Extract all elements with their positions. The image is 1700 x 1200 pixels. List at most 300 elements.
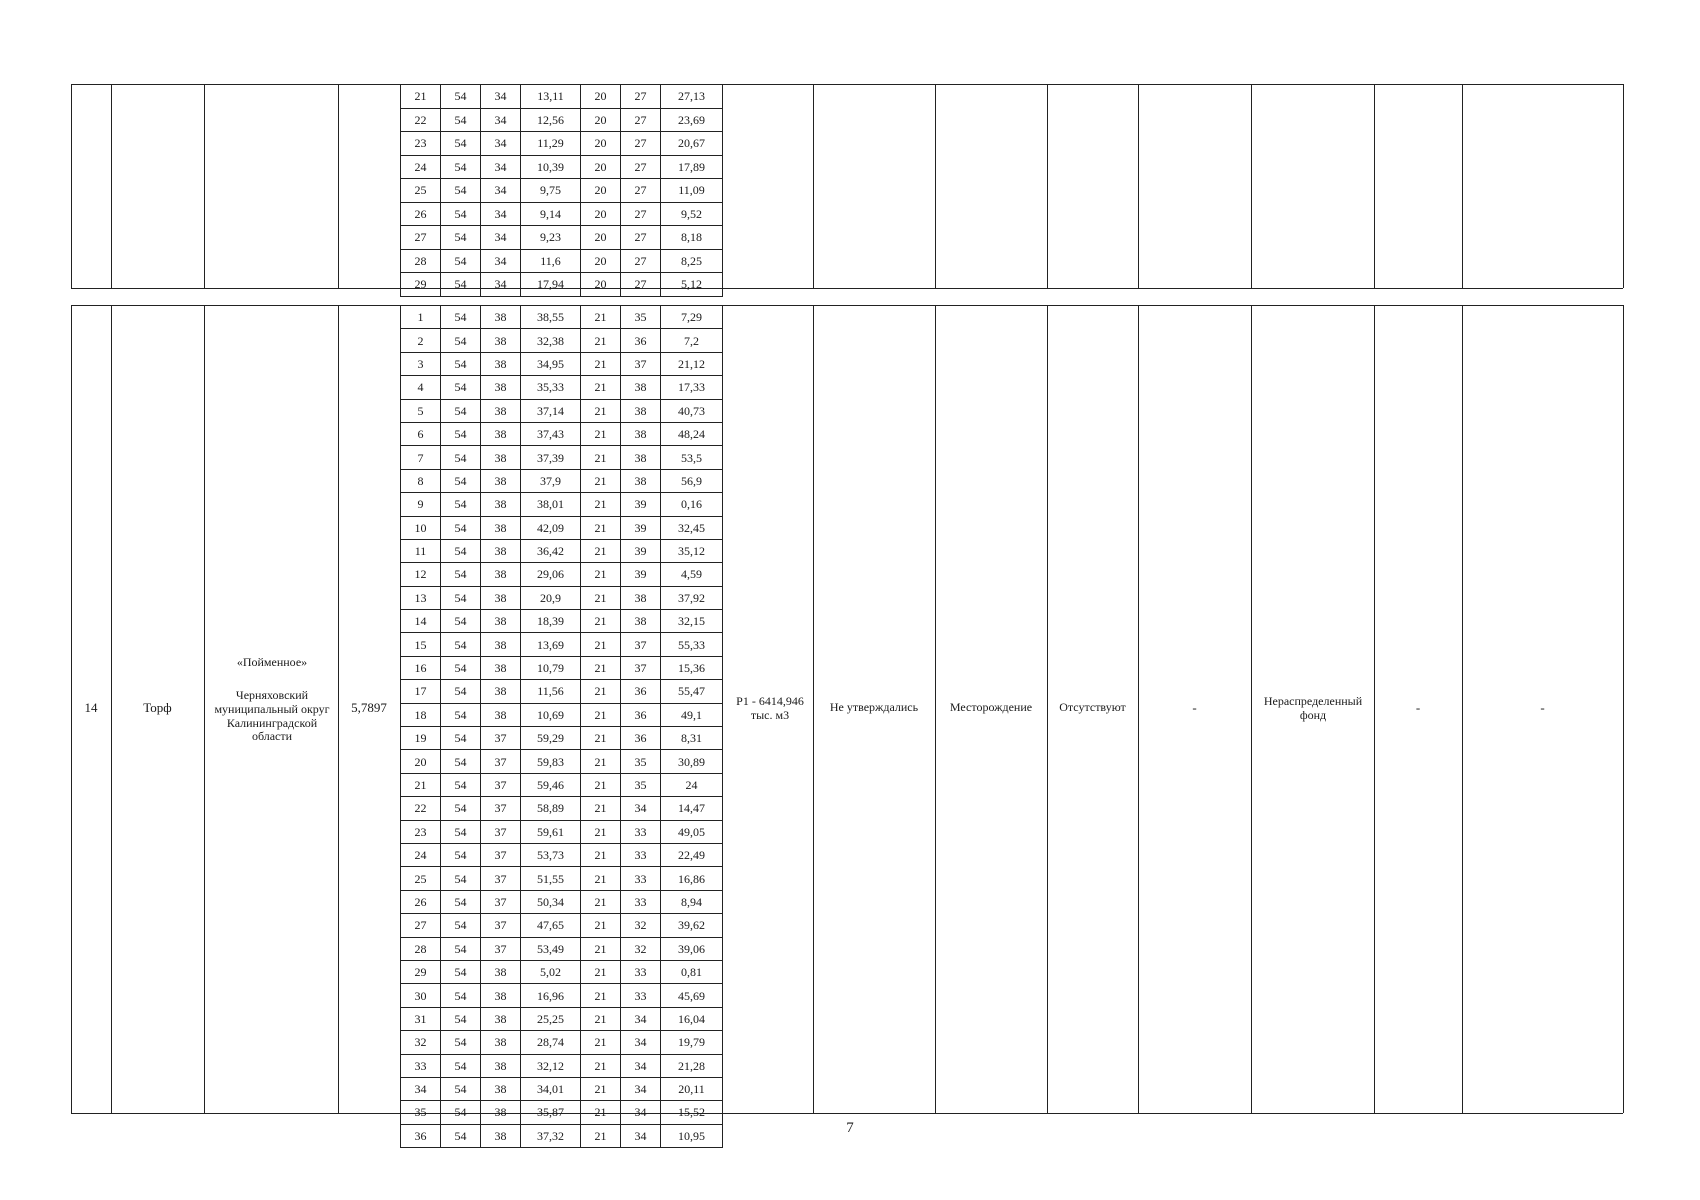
coordinate-cell: 18 bbox=[401, 703, 441, 726]
coordinate-cell: 54 bbox=[441, 179, 481, 203]
coordinate-cell: 54 bbox=[441, 633, 481, 656]
coordinate-cell: 54 bbox=[441, 493, 481, 516]
coordinate-cell: 17,33 bbox=[661, 376, 723, 399]
coordinate-cell: 37 bbox=[481, 750, 521, 773]
coordinate-cell: 10,95 bbox=[661, 1124, 723, 1147]
coordinate-cell: 0,81 bbox=[661, 960, 723, 983]
coordinate-cell: 20 bbox=[581, 108, 621, 132]
coordinate-cell: 21 bbox=[581, 586, 621, 609]
coordinate-cell: 21 bbox=[581, 329, 621, 352]
table-row bbox=[401, 703, 723, 726]
coordinate-cell: 0,16 bbox=[661, 493, 723, 516]
coordinate-cell: 23,69 bbox=[661, 108, 723, 132]
coordinate-cell: 21 bbox=[581, 563, 621, 586]
coordinate-cell: 22 bbox=[401, 797, 441, 820]
coordinate-cell: 23 bbox=[401, 132, 441, 156]
coordinate-cell: 42,09 bbox=[521, 516, 581, 539]
coordinate-cell: 28 bbox=[401, 249, 441, 273]
table-row bbox=[401, 446, 723, 469]
coordinate-cell: 59,61 bbox=[521, 820, 581, 843]
coordinate-cell: 11,29 bbox=[521, 132, 581, 156]
coordinate-cell: 38 bbox=[481, 493, 521, 516]
coordinate-cell: 7 bbox=[401, 446, 441, 469]
coordinate-cell: 58,89 bbox=[521, 797, 581, 820]
coordinate-cell: 11 bbox=[401, 539, 441, 562]
coordinate-cell: 37 bbox=[481, 890, 521, 913]
coordinate-cell: 21,28 bbox=[661, 1054, 723, 1077]
coordinate-cell: 36 bbox=[621, 680, 661, 703]
coordinate-cell: 29 bbox=[401, 273, 441, 297]
coordinate-cell: 53,5 bbox=[661, 446, 723, 469]
coordinate-cell: 27 bbox=[621, 108, 661, 132]
table-row bbox=[401, 633, 723, 656]
coordinate-cell: 5,02 bbox=[521, 960, 581, 983]
coordinate-cell: 5,12 bbox=[661, 273, 723, 297]
coordinate-cell: 4,59 bbox=[661, 563, 723, 586]
coordinate-cell: 21 bbox=[581, 773, 621, 796]
deposit-name: «Пойменное» bbox=[236, 655, 308, 669]
coordinate-cell: 30,89 bbox=[661, 750, 723, 773]
coordinate-cell: 38 bbox=[481, 563, 521, 586]
coordinate-cell: 8,31 bbox=[661, 727, 723, 750]
coordinate-cell: 34 bbox=[621, 1007, 661, 1030]
coordinate-cell: 16,86 bbox=[661, 867, 723, 890]
coordinate-cell: 54 bbox=[441, 108, 481, 132]
coordinate-cell: 37,9 bbox=[521, 469, 581, 492]
coordinate-cell: 34 bbox=[481, 202, 521, 226]
coordinate-cell: 54 bbox=[441, 1101, 481, 1124]
coordinate-cell: 32,38 bbox=[521, 329, 581, 352]
coordinate-cell: 35 bbox=[621, 750, 661, 773]
table-row bbox=[401, 797, 723, 820]
table-row bbox=[401, 1007, 723, 1030]
coordinate-cell: 54 bbox=[441, 399, 481, 422]
coordinate-cell: 59,29 bbox=[521, 727, 581, 750]
coordinate-cell: 35 bbox=[621, 306, 661, 329]
coordinate-cell: 54 bbox=[441, 960, 481, 983]
coordinate-cell: 32 bbox=[621, 914, 661, 937]
table-row bbox=[401, 960, 723, 983]
coordinate-cell: 10 bbox=[401, 516, 441, 539]
coordinate-cell: 33 bbox=[401, 1054, 441, 1077]
coordinate-cell: 2 bbox=[401, 329, 441, 352]
coordinate-cell: 54 bbox=[441, 820, 481, 843]
coordinate-cell: 25 bbox=[401, 867, 441, 890]
block-separator-top bbox=[71, 288, 1623, 289]
coordinate-cell: 21 bbox=[581, 960, 621, 983]
coordinate-cell: 18,39 bbox=[521, 610, 581, 633]
table-row bbox=[401, 422, 723, 445]
coordinate-cell: 54 bbox=[441, 937, 481, 960]
coordinate-cell: 14 bbox=[401, 610, 441, 633]
coordinate-cell: 34 bbox=[621, 1054, 661, 1077]
coordinate-cell: 21 bbox=[581, 937, 621, 960]
coordinate-cell: 12 bbox=[401, 563, 441, 586]
coordinate-cell: 54 bbox=[441, 773, 481, 796]
coordinate-cell: 34 bbox=[481, 226, 521, 250]
coordinate-cell: 37 bbox=[481, 914, 521, 937]
coordinate-cell: 21 bbox=[581, 1077, 621, 1100]
coordinate-cell: 1 bbox=[401, 306, 441, 329]
coordinate-cell: 38 bbox=[621, 469, 661, 492]
coordinate-cell: 33 bbox=[621, 960, 661, 983]
coordinate-cell: 16 bbox=[401, 656, 441, 679]
coordinate-cell: 7,29 bbox=[661, 306, 723, 329]
coordinate-cell: 54 bbox=[441, 1007, 481, 1030]
coordinate-cell: 38 bbox=[481, 1124, 521, 1147]
coordinate-cell: 35,12 bbox=[661, 539, 723, 562]
coordinate-cell: 37 bbox=[481, 843, 521, 866]
coordinate-cell: 27,13 bbox=[661, 85, 723, 109]
coordinate-cell: 9,14 bbox=[521, 202, 581, 226]
coordinate-cell: 33 bbox=[621, 984, 661, 1007]
coordinate-cell: 38 bbox=[481, 306, 521, 329]
coordinate-cell: 55,33 bbox=[661, 633, 723, 656]
coordinate-cell: 16,96 bbox=[521, 984, 581, 1007]
coordinate-cell: 20 bbox=[581, 132, 621, 156]
coordinate-cell: 21 bbox=[581, 680, 621, 703]
deposit-area: 5,7897 bbox=[351, 700, 387, 715]
table-row bbox=[401, 516, 723, 539]
coordinate-cell: 38 bbox=[481, 680, 521, 703]
coordinate-cell: 37 bbox=[481, 937, 521, 960]
table-row bbox=[401, 586, 723, 609]
coordinate-cell: 21,12 bbox=[661, 352, 723, 375]
coordinate-cell: 37,92 bbox=[661, 586, 723, 609]
coordinate-cell: 34,95 bbox=[521, 352, 581, 375]
column-divider bbox=[1251, 305, 1252, 1113]
coordinate-cell: 21 bbox=[581, 984, 621, 1007]
coordinate-cell: 38 bbox=[621, 376, 661, 399]
coordinate-cell: 50,34 bbox=[521, 890, 581, 913]
table-top-border bbox=[71, 84, 1623, 85]
coordinate-cell: 54 bbox=[441, 132, 481, 156]
coordinate-cell: 21 bbox=[581, 727, 621, 750]
coordinate-cell: 35,33 bbox=[521, 376, 581, 399]
coordinate-cell: 14,47 bbox=[661, 797, 723, 820]
coordinate-cell: 39,06 bbox=[661, 937, 723, 960]
coordinate-cell: 20 bbox=[581, 226, 621, 250]
coordinate-cell: 34 bbox=[481, 155, 521, 179]
coordinate-cell: 38 bbox=[481, 610, 521, 633]
coordinate-cell: 32,12 bbox=[521, 1054, 581, 1077]
coordinate-cell: 17 bbox=[401, 680, 441, 703]
coordinate-cell: 54 bbox=[441, 656, 481, 679]
coordinate-cell: 20 bbox=[581, 202, 621, 226]
coordinate-cell: 37 bbox=[481, 797, 521, 820]
coordinate-cell: 49,05 bbox=[661, 820, 723, 843]
table-row bbox=[401, 179, 723, 203]
coordinate-cell: 38 bbox=[481, 516, 521, 539]
coordinate-cell: 21 bbox=[401, 773, 441, 796]
coordinate-cell: 54 bbox=[441, 1054, 481, 1077]
coordinate-cell: 35,87 bbox=[521, 1101, 581, 1124]
table-row bbox=[401, 984, 723, 1007]
coordinate-cell: 32,15 bbox=[661, 610, 723, 633]
coordinate-cell: 54 bbox=[441, 610, 481, 633]
table-row bbox=[401, 867, 723, 890]
coordinate-cell: 38 bbox=[481, 1031, 521, 1054]
coordinate-cell: 37,43 bbox=[521, 422, 581, 445]
coordinate-cell: 54 bbox=[441, 469, 481, 492]
coordinate-cell: 34 bbox=[481, 132, 521, 156]
coordinate-cell: 38 bbox=[481, 703, 521, 726]
coordinate-cell: 54 bbox=[441, 703, 481, 726]
coordinate-cell: 39,62 bbox=[661, 914, 723, 937]
coordinate-cell: 32 bbox=[401, 1031, 441, 1054]
coordinate-cell: 21 bbox=[581, 539, 621, 562]
coordinate-cell: 34 bbox=[621, 797, 661, 820]
coordinate-cell: 53,73 bbox=[521, 843, 581, 866]
coordinate-cell: 8,18 bbox=[661, 226, 723, 250]
coordinate-cell: 21 bbox=[581, 820, 621, 843]
coordinate-cell: 19 bbox=[401, 727, 441, 750]
coordinate-cell: 7,2 bbox=[661, 329, 723, 352]
coordinate-cell: 21 bbox=[581, 1031, 621, 1054]
table-row bbox=[401, 539, 723, 562]
coordinate-cell: 15,52 bbox=[661, 1101, 723, 1124]
coordinate-cell: 54 bbox=[441, 329, 481, 352]
coordinate-cell: 21 bbox=[581, 867, 621, 890]
coordinate-cell: 22,49 bbox=[661, 843, 723, 866]
coordinate-cell: 20,9 bbox=[521, 586, 581, 609]
coordinate-cell: 33 bbox=[621, 843, 661, 866]
coordinate-cell: 3 bbox=[401, 352, 441, 375]
table-row bbox=[401, 656, 723, 679]
coordinate-cell: 21 bbox=[581, 469, 621, 492]
deposit-location: Черняховский муниципальный округ Калининградской области bbox=[214, 688, 330, 744]
coordinate-cell: 54 bbox=[441, 85, 481, 109]
coordinate-cell: 15 bbox=[401, 633, 441, 656]
coordinate-cell: 51,55 bbox=[521, 867, 581, 890]
coordinate-cell: 8,25 bbox=[661, 249, 723, 273]
coordinate-cell: 27 bbox=[621, 249, 661, 273]
table-row bbox=[401, 202, 723, 226]
coordinate-cell: 26 bbox=[401, 202, 441, 226]
coordinate-cell: 38 bbox=[481, 399, 521, 422]
coordinate-cell: 38 bbox=[481, 656, 521, 679]
coordinate-cell: 40,73 bbox=[661, 399, 723, 422]
coordinate-cell: 38 bbox=[481, 1007, 521, 1030]
column-13-value: - bbox=[1540, 700, 1545, 715]
coordinate-cell: 20 bbox=[401, 750, 441, 773]
coordinate-cell: 38 bbox=[481, 586, 521, 609]
coordinate-cell: 33 bbox=[621, 890, 661, 913]
coordinate-cell: 21 bbox=[581, 1101, 621, 1124]
coordinate-cell: 15,36 bbox=[661, 656, 723, 679]
coordinate-cell: 27 bbox=[621, 179, 661, 203]
column-divider bbox=[935, 84, 936, 288]
coordinate-cell: 54 bbox=[441, 155, 481, 179]
column-10-value: - bbox=[1192, 700, 1197, 715]
table-row bbox=[401, 249, 723, 273]
column-divider bbox=[1623, 84, 1624, 288]
table-row bbox=[401, 376, 723, 399]
column-divider bbox=[813, 84, 814, 288]
coordinate-cell: 21 bbox=[581, 703, 621, 726]
coordinate-cell: 8 bbox=[401, 469, 441, 492]
coordinate-cell: 11,09 bbox=[661, 179, 723, 203]
coordinates-table-second-block bbox=[400, 305, 723, 1148]
coordinate-cell: 25 bbox=[401, 179, 441, 203]
coordinate-cell: 39 bbox=[621, 539, 661, 562]
coordinate-cell: 27 bbox=[621, 202, 661, 226]
table-row bbox=[401, 226, 723, 250]
coordinate-cell: 21 bbox=[581, 399, 621, 422]
coordinate-cell: 38 bbox=[621, 422, 661, 445]
table-row bbox=[401, 399, 723, 422]
coordinate-cell: 21 bbox=[581, 610, 621, 633]
coordinate-cell: 16,04 bbox=[661, 1007, 723, 1030]
coordinate-cell: 28 bbox=[401, 937, 441, 960]
coordinate-cell: 34 bbox=[481, 273, 521, 297]
table-row bbox=[401, 469, 723, 492]
coordinate-cell: 54 bbox=[441, 890, 481, 913]
coordinate-cell: 38 bbox=[621, 399, 661, 422]
coordinate-cell: 54 bbox=[441, 727, 481, 750]
coordinate-cell: 39 bbox=[621, 493, 661, 516]
table-row bbox=[401, 132, 723, 156]
coordinate-cell: 37 bbox=[481, 820, 521, 843]
table-row bbox=[401, 773, 723, 796]
coordinate-cell: 34 bbox=[621, 1101, 661, 1124]
coordinate-cell: 21 bbox=[581, 797, 621, 820]
table-row bbox=[401, 273, 723, 297]
table-row bbox=[401, 727, 723, 750]
coordinate-cell: 8,94 bbox=[661, 890, 723, 913]
table-row bbox=[401, 1054, 723, 1077]
licenses-status: Отсутствуют bbox=[1059, 700, 1126, 714]
coordinate-cell: 21 bbox=[581, 656, 621, 679]
coordinate-cell: 35 bbox=[621, 773, 661, 796]
coordinate-cell: 34 bbox=[401, 1077, 441, 1100]
coordinate-cell: 4 bbox=[401, 376, 441, 399]
column-divider bbox=[1374, 84, 1375, 288]
table-row bbox=[401, 493, 723, 516]
coordinate-cell: 20 bbox=[581, 179, 621, 203]
coordinate-cell: 27 bbox=[621, 226, 661, 250]
table-bottom-border bbox=[71, 1113, 1623, 1114]
coordinate-cell: 20 bbox=[581, 155, 621, 179]
coordinate-cell: 34 bbox=[621, 1077, 661, 1100]
coordinate-cell: 54 bbox=[441, 352, 481, 375]
coordinate-cell: 21 bbox=[581, 633, 621, 656]
coordinate-cell: 37 bbox=[481, 867, 521, 890]
coordinate-cell: 9,75 bbox=[521, 179, 581, 203]
coordinate-cell: 33 bbox=[621, 820, 661, 843]
coordinate-cell: 22 bbox=[401, 108, 441, 132]
coordinate-cell: 38 bbox=[481, 376, 521, 399]
coordinate-cell: 54 bbox=[441, 984, 481, 1007]
table-row bbox=[401, 843, 723, 866]
table-row bbox=[401, 820, 723, 843]
coordinate-cell: 34,01 bbox=[521, 1077, 581, 1100]
coordinate-cell: 10,79 bbox=[521, 656, 581, 679]
coordinate-cell: 47,65 bbox=[521, 914, 581, 937]
coordinate-cell: 24 bbox=[401, 155, 441, 179]
column-divider bbox=[1047, 84, 1048, 288]
coordinate-cell: 59,46 bbox=[521, 773, 581, 796]
coordinate-cell: 21 bbox=[581, 914, 621, 937]
coordinate-cell: 29,06 bbox=[521, 563, 581, 586]
coordinate-cell: 9 bbox=[401, 493, 441, 516]
approval-status: Не утверждались bbox=[829, 700, 919, 714]
coordinate-cell: 54 bbox=[441, 797, 481, 820]
coordinate-cell: 54 bbox=[441, 1077, 481, 1100]
coordinate-cell: 27 bbox=[621, 273, 661, 297]
coordinate-cell: 17,89 bbox=[661, 155, 723, 179]
coordinates-table-first-block bbox=[400, 84, 723, 297]
coordinate-cell: 20,11 bbox=[661, 1077, 723, 1100]
coordinate-cell: 10,69 bbox=[521, 703, 581, 726]
coordinate-cell: 21 bbox=[581, 843, 621, 866]
coordinate-cell: 27 bbox=[621, 85, 661, 109]
table-row bbox=[401, 1077, 723, 1100]
coordinate-cell: 24 bbox=[401, 843, 441, 866]
column-divider bbox=[1138, 84, 1139, 288]
coordinate-cell: 17,94 bbox=[521, 273, 581, 297]
coordinate-cell: 38 bbox=[481, 329, 521, 352]
coordinate-cell: 27 bbox=[621, 132, 661, 156]
coordinate-cell: 21 bbox=[581, 306, 621, 329]
coordinate-cell: 30 bbox=[401, 984, 441, 1007]
coordinate-cell: 36 bbox=[621, 703, 661, 726]
coordinate-cell: 5 bbox=[401, 399, 441, 422]
coordinate-cell: 37 bbox=[621, 352, 661, 375]
coordinate-cell: 38 bbox=[621, 610, 661, 633]
coordinate-cell: 54 bbox=[441, 750, 481, 773]
coordinate-cell: 37,39 bbox=[521, 446, 581, 469]
column-divider bbox=[111, 84, 112, 288]
table-row bbox=[401, 155, 723, 179]
coordinate-cell: 34 bbox=[481, 85, 521, 109]
coordinate-cell: 37 bbox=[481, 727, 521, 750]
coordinate-cell: 21 bbox=[581, 1124, 621, 1147]
coordinate-cell: 13,11 bbox=[521, 85, 581, 109]
coordinate-cell: 21 bbox=[581, 890, 621, 913]
coordinate-cell: 54 bbox=[441, 539, 481, 562]
coordinate-cell: 21 bbox=[401, 85, 441, 109]
coordinate-cell: 54 bbox=[441, 249, 481, 273]
coordinate-cell: 38 bbox=[481, 1054, 521, 1077]
coordinate-cell: 38 bbox=[481, 1101, 521, 1124]
coordinate-cell: 54 bbox=[441, 273, 481, 297]
reserves: Р1 - 6414,946 тыс. м3 bbox=[736, 694, 804, 722]
table-row bbox=[401, 1031, 723, 1054]
coordinate-cell: 55,47 bbox=[661, 680, 723, 703]
coordinate-cell: 11,56 bbox=[521, 680, 581, 703]
coordinate-cell: 54 bbox=[441, 843, 481, 866]
coordinate-cell: 54 bbox=[441, 867, 481, 890]
table-row bbox=[401, 563, 723, 586]
coordinate-cell: 23 bbox=[401, 820, 441, 843]
coordinate-cell: 38 bbox=[481, 469, 521, 492]
column-divider bbox=[204, 305, 205, 1113]
coordinate-cell: 49,1 bbox=[661, 703, 723, 726]
table-row bbox=[401, 610, 723, 633]
coordinate-cell: 20 bbox=[581, 249, 621, 273]
coordinate-cell: 38,55 bbox=[521, 306, 581, 329]
coordinate-cell: 11,6 bbox=[521, 249, 581, 273]
coordinate-cell: 54 bbox=[441, 914, 481, 937]
coordinate-cell: 36 bbox=[621, 727, 661, 750]
coordinate-cell: 20,67 bbox=[661, 132, 723, 156]
coordinate-cell: 21 bbox=[581, 422, 621, 445]
coordinate-cell: 39 bbox=[621, 516, 661, 539]
coordinate-cell: 39 bbox=[621, 563, 661, 586]
coordinate-cell: 38 bbox=[481, 539, 521, 562]
coordinate-cell: 33 bbox=[621, 867, 661, 890]
